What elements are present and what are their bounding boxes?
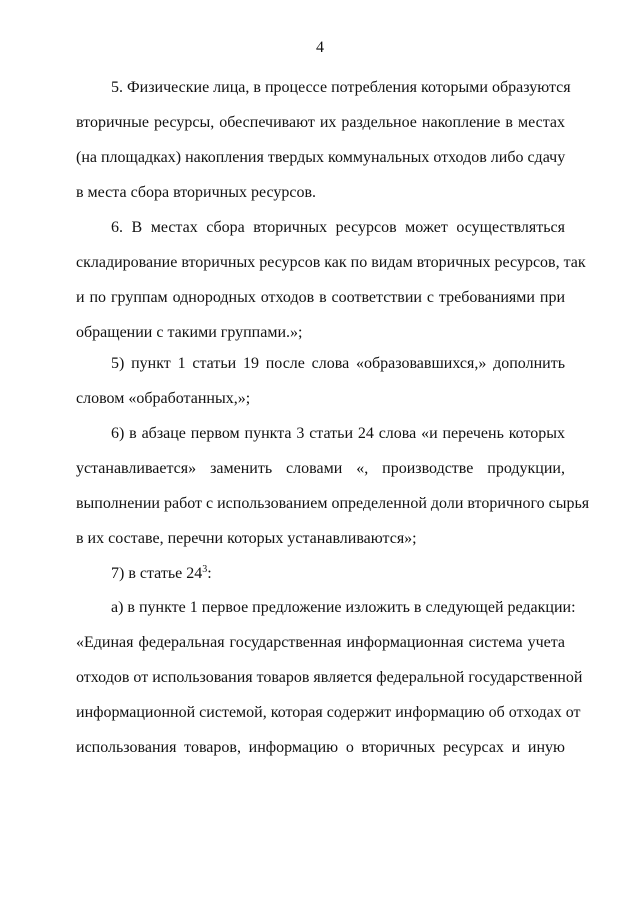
text-line: 6. В местах сбора вторичных ресурсов может осуществляться — [111, 219, 565, 236]
text-line: (на площадках) накопления твердых коммунальных отходов либо сдачу — [76, 149, 566, 166]
text-line: 5) пункт 1 статьи 19 после слова «образовавшихся,» дополнить — [111, 355, 565, 372]
article-reference-line — [111, 564, 565, 584]
text-line: устанавливается» заменить словами «, производстве продукции, — [76, 460, 565, 477]
text-line: словом «обработанных,»; — [76, 390, 251, 407]
text-line: обращении с такими группами.»; — [76, 324, 303, 341]
text-line: использования товаров, информацию о вторичных ресурсах и иную — [76, 739, 565, 756]
colon: : — [207, 565, 212, 582]
page-number: 4 — [316, 39, 324, 56]
text-line: «Единая федеральная государственная информационная система учета — [76, 634, 565, 651]
superscript-index: 3 — [202, 564, 208, 575]
text-line: отходов от использования товаров является федеральной государственной — [76, 669, 583, 686]
text-line: в места сбора вторичных ресурсов. — [76, 184, 317, 201]
text-line: информационной системой, которая содержит информацию об отходах от — [76, 704, 581, 721]
text-line: 6) в абзаце первом пункта 3 статьи 24 слова «и перечень которых — [111, 425, 565, 442]
text-line: и по группам однородных отходов в соответствии с требованиями при — [76, 289, 565, 306]
article-reference-text: 7) в статье 24 — [111, 565, 203, 582]
text-line: а) в пункте 1 первое предложение изложить в следующей редакции: — [111, 599, 576, 616]
text-line: в их составе, перечни которых устанавливаются»; — [76, 530, 417, 547]
text-line: складирование вторичных ресурсов как по видам вторичных ресурсов, так — [76, 254, 586, 271]
text-line: вторичные ресурсы, обеспечивают их раздельное накопление в местах — [76, 114, 565, 131]
text-line: 5. Физические лица, в процессе потребления которыми образуются — [111, 79, 571, 96]
text-line: выполнении работ с использованием определенной доли вторичного сырья — [76, 495, 590, 512]
